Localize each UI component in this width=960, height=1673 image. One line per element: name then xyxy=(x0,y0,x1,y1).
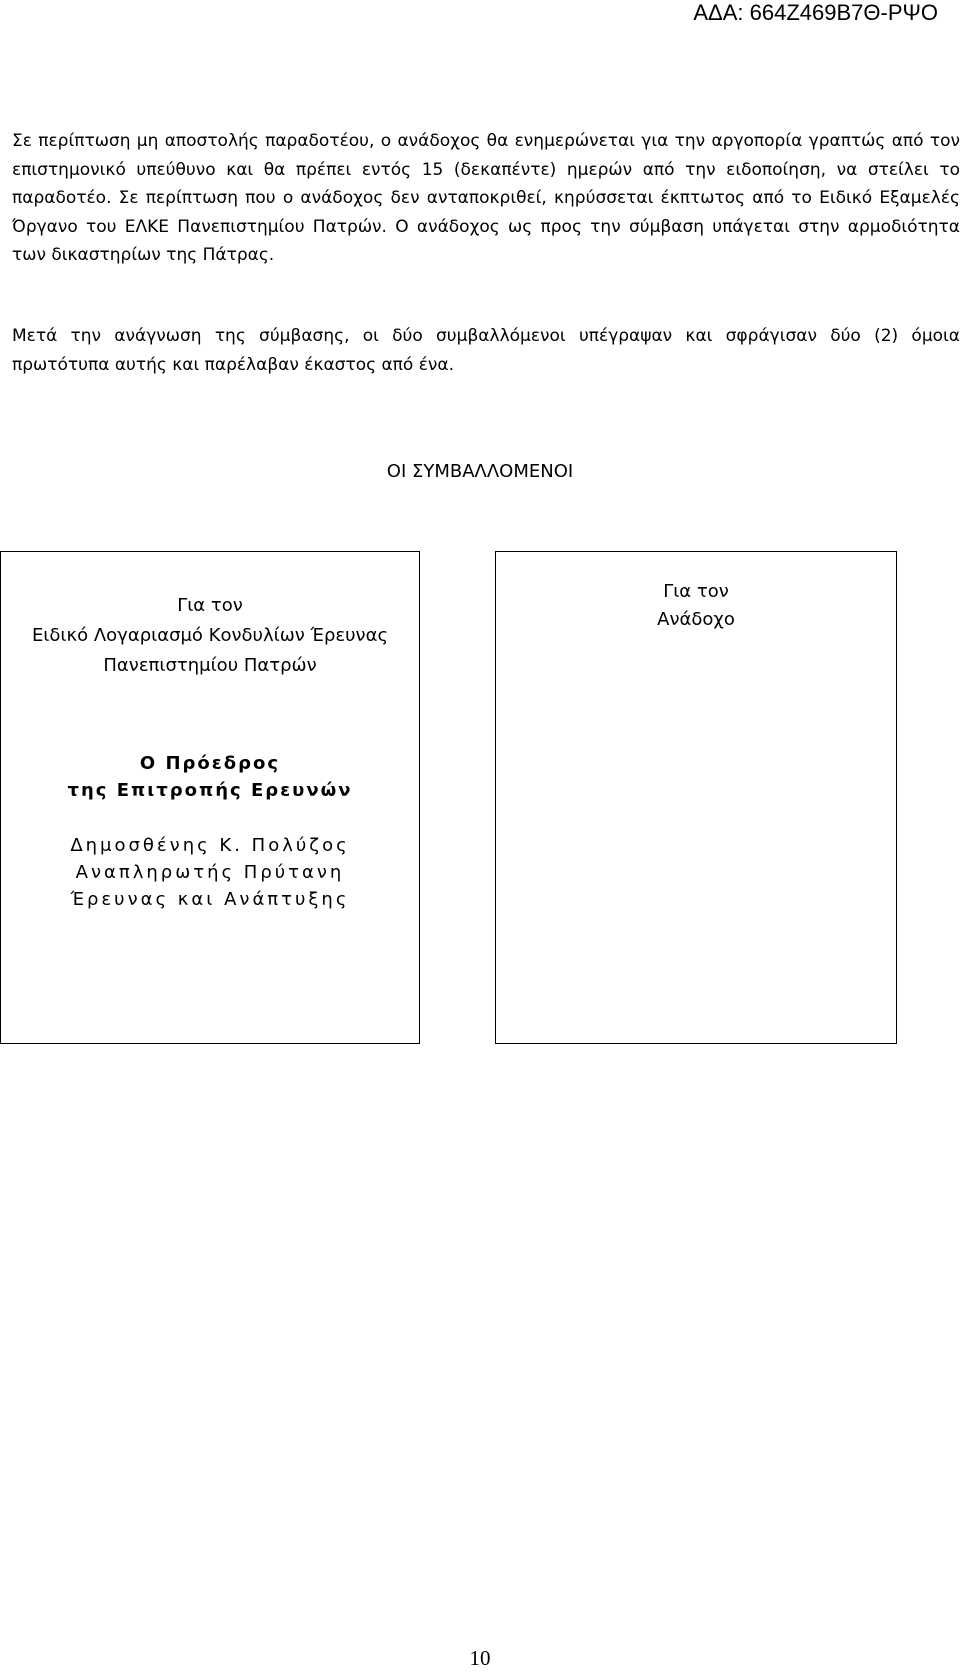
left-position-1: Αναπληρωτής Πρύτανη xyxy=(75,862,345,883)
signature-box-right xyxy=(495,551,897,1044)
left-line-2: Ειδικό Λογαριασμό Κονδυλίων Έρευνας xyxy=(31,625,389,646)
left-signatory-name: Δημοσθένης Κ. Πολύζος xyxy=(70,835,350,856)
right-line-2: Ανάδοχο xyxy=(657,609,735,630)
ada-code: ΑΔΑ: 664Ζ469Β7Θ-ΡΨΟ xyxy=(693,0,938,25)
signatures-title: ΟΙ ΣΥΜΒΑΛΛΟΜΕΝΟΙ xyxy=(386,461,574,482)
left-line-3: Πανεπιστημίου Πατρών xyxy=(103,655,317,676)
left-role-2: της Επιτροπής Ερευνών xyxy=(67,780,353,801)
right-line-1: Για τον xyxy=(663,581,729,602)
paragraph-1: Σε περίπτωση μη αποστολής παραδοτέου, ο ανάδοχος θα ενημερώνεται για την αργοπορία γραπτώς από τον επιστημονικό υπεύθυνο και θα πρέπει εντός 15 (δεκαπέντε) ημερών από την ειδοποίηση, να στείλει το παραδοτέο. Σε περίπτωση που ο ανάδοχος δεν ανταποκριθεί, κηρύσσεται έκπτωτος από το Ειδικό Εξαμελές Όργανο του ΕΛΚΕ Πανεπιστημίου Πατρών. Ο ανάδοχος ως προς την σύμβαση υπάγεται στην αρμοδιότητα των δικαστηρίων της Πάτρας. xyxy=(12,131,960,265)
page-number: 10 xyxy=(469,1646,491,1670)
left-line-1: Για τον xyxy=(177,595,243,616)
paragraph-2: Μετά την ανάγνωση της σύμβασης, οι δύο συμβαλλόμενοι υπέγραψαν και σφράγισαν δύο (2) όμοια πρωτότυπα αυτής και παρέλαβαν έκαστος από ένα. xyxy=(12,326,960,375)
left-role-1: Ο Πρόεδρος xyxy=(139,753,281,774)
signature-box-left xyxy=(0,551,420,1044)
left-position-2: Έρευνας και Ανάπτυξης xyxy=(70,889,350,910)
